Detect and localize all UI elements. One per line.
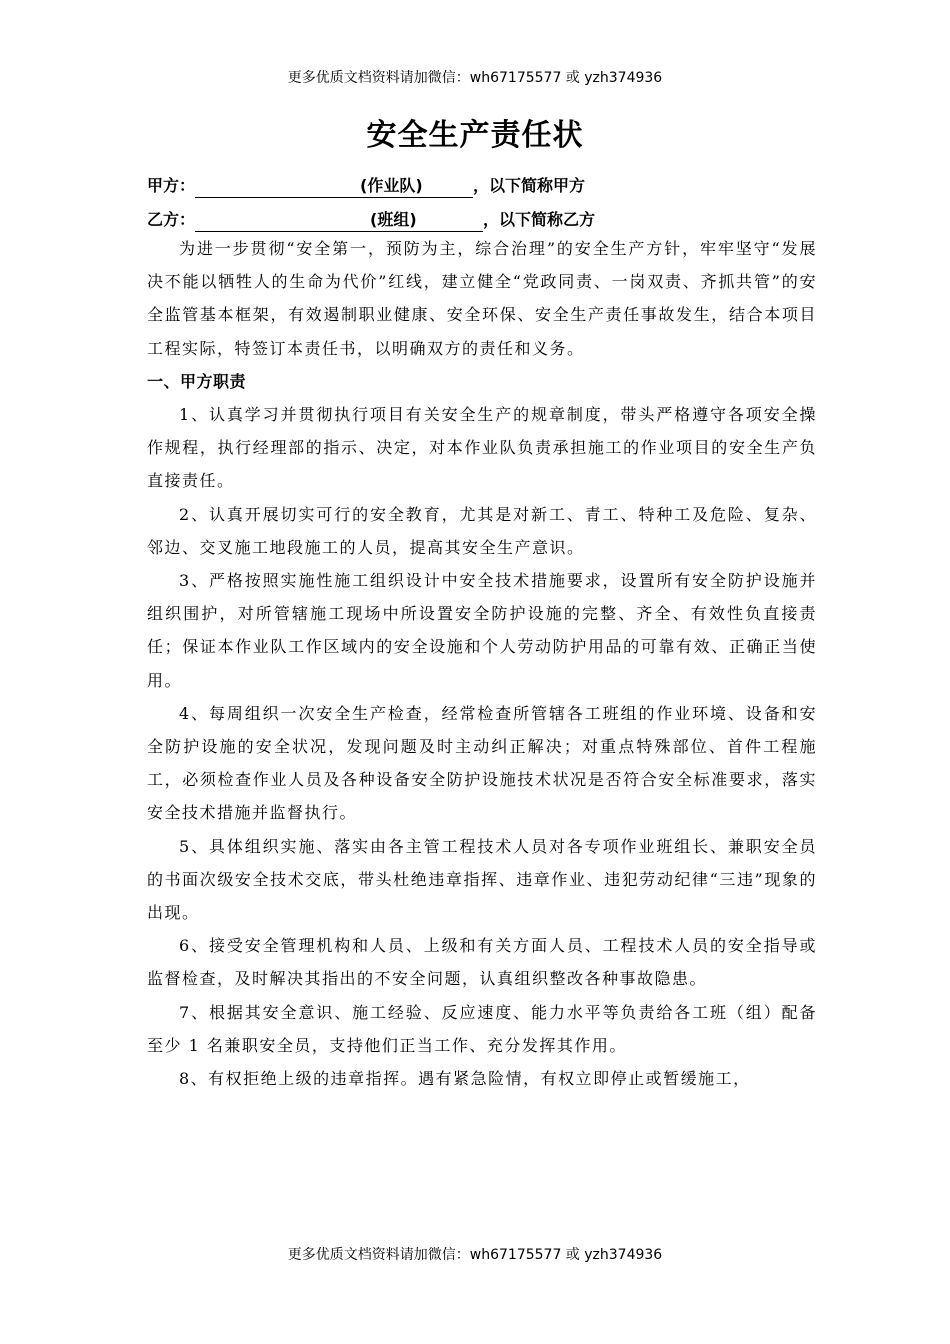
party-b-blank xyxy=(195,209,483,232)
party-b-blank-hint: (班组) xyxy=(370,210,417,229)
section-a-item: 3、严格按照实施性施工组织设计中安全技术措施要求，设置所有安全防护设施并组织围护，对所管辖施工现场中所设置安全防护设施的完整、齐全、有效性负直接责任；保证本作业队工作区域内的安全设施和个人劳动防护用品的可靠有效、正确正当使用。 xyxy=(147,571,817,690)
party-a-blank-hint: (作业队) xyxy=(360,176,423,195)
section-a-heading: 一、甲方职责 xyxy=(147,371,247,391)
header-note: 更多优质文档资料请加微信：wh67175577 或 yzh374936 xyxy=(287,70,663,86)
party-a-line xyxy=(147,172,585,200)
intro-paragraph: 为进一步贯彻“安全第一，预防为主，综合治理”的安全生产方针，牢牢坚守“发展决不能以牺牲人的生命为代价”红线，建立健全“党政同责、一岗双责、齐抓共管”的安全监管基本框架，有效遏制职业健康、安全环保、安全生产责任事故发生，结合本项目工程实际，特签订本责任书，以明确双方的责任和义务。 xyxy=(147,239,817,358)
section-a-item: 7、根据其安全意识、施工经验、反应速度、能力水平等负责给各工班（组）配备至少 1 名兼职安全员，支持他们正当工作、充分发挥其作用。 xyxy=(147,1002,817,1055)
document-title: 安全生产责任状 xyxy=(366,118,584,153)
party-b-suffix: ，以下简称乙方 xyxy=(483,210,596,229)
section-a-item: 2、认真开展切实可行的安全教育，尤其是对新工、青工、特种工及危险、复杂、邻边、交叉施工地段施工的人员，提高其安全生产意识。 xyxy=(147,504,817,557)
section-a-item: 8、有权拒绝上级的违章指挥。遇有紧急险情，有权立即停止或暂缓施工， xyxy=(179,1069,751,1089)
party-b-line xyxy=(147,206,595,234)
party-a-label: 甲方： xyxy=(147,176,196,195)
party-b-label: 乙方： xyxy=(147,210,196,229)
section-a-item: 5、具体组织实施、落实由各主管工程技术人员对各专项作业班组长、兼职安全员的书面次级安全技术交底，带头杜绝违章指挥、违章作业、违犯劳动纪律“三违”现象的出现。 xyxy=(147,836,817,923)
party-a-suffix: ，以下简称甲方 xyxy=(473,176,586,195)
section-a-item: 1、认真学习并贯彻执行项目有关安全生产的规章制度，带头严格遵守各项安全操作规程，执行经理部的指示、决定，对本作业队负责承担施工的作业项目的安全生产负直接责任。 xyxy=(147,405,817,491)
document-body xyxy=(147,232,817,1095)
section-a-item: 4、每周组织一次安全生产检查，经常检查所管辖各工班组的作业环境、设备和安全防护设施的安全状况，发现问题及时主动纠正解决；对重点特殊部位、首件工程施工，必须检查作业人员及各种设备安全防护设施技术状况是否符合安全标准要求，落实安全技术措施并监督执行。 xyxy=(147,703,817,823)
section-a-item: 6、接受安全管理机构和人员、上级和有关方面人员、工程技术人员的安全指导或监督检查，及时解决其指出的不安全问题，认真组织整改各种事故隐患。 xyxy=(147,936,817,989)
party-a-blank xyxy=(195,175,473,198)
footer-note: 更多优质文档资料请加微信：wh67175577 或 yzh374936 xyxy=(287,1247,663,1263)
